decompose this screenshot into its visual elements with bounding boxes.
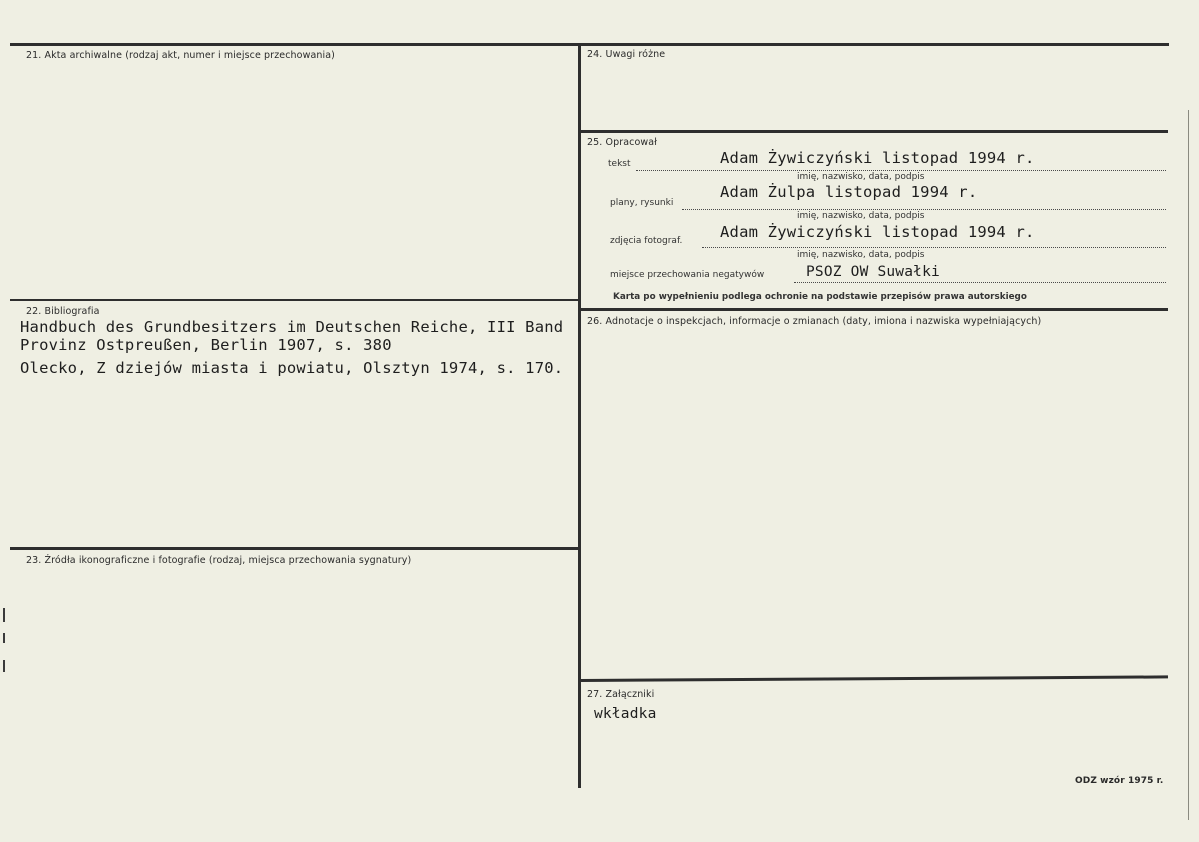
copyright-notice: Karta po wypełnieniu podlega ochronie na podstawie przepisów prawa autorskiego bbox=[613, 292, 1027, 302]
bibliography-entry-2: Provinz Ostpreußen, Berlin 1907, s. 380 bbox=[20, 336, 392, 354]
rule-before-22 bbox=[10, 299, 578, 301]
rule-before-27 bbox=[581, 675, 1168, 682]
row-tekst-value: Adam Żywiczyński listopad 1994 r. bbox=[720, 149, 1035, 167]
section-24-label: 24. Uwagi różne bbox=[587, 49, 666, 60]
row-zdjecia-hint: imię, nazwisko, data, podpis bbox=[797, 250, 925, 260]
row-tekst-hint: imię, nazwisko, data, podpis bbox=[797, 172, 925, 182]
row-plany-value: Adam Żulpa listopad 1994 r. bbox=[720, 183, 978, 201]
rule-before-25 bbox=[581, 130, 1168, 133]
section-25-label: 25. Opracował bbox=[587, 137, 657, 148]
section-23-label: 23. Źródła ikonograficzne i fotografie (rodzaj, miejsca przechowania sygnatury) bbox=[26, 555, 412, 566]
form-id: ODZ wzór 1975 r. bbox=[1075, 776, 1164, 786]
row-negatywy-value: PSOZ OW Suwałki bbox=[806, 264, 940, 280]
section-21-label: 21. Akta archiwalne (rodzaj akt, numer i miejsce przechowania) bbox=[26, 50, 335, 61]
row-plany-hint: imię, nazwisko, data, podpis bbox=[797, 211, 925, 221]
left-edge-mark bbox=[3, 633, 5, 643]
row-tekst-line bbox=[636, 170, 1166, 171]
attachments-value: wkładka bbox=[594, 706, 657, 722]
left-edge-mark bbox=[3, 608, 5, 622]
row-plany-line bbox=[682, 209, 1166, 210]
bibliography-entry-3: Olecko, Z dziejów miasta i powiatu, Olsztyn 1974, s. 170. bbox=[20, 359, 564, 377]
row-tekst-label: tekst bbox=[608, 159, 631, 169]
row-negatywy-line bbox=[794, 282, 1166, 283]
row-zdjecia-line bbox=[702, 247, 1166, 248]
row-zdjecia-value: Adam Żywiczyński listopad 1994 r. bbox=[720, 223, 1035, 241]
section-26-label: 26. Adnotacje o inspekcjach, informacje o zmianach (daty, imiona i nazwiska wypełniających) bbox=[587, 316, 1042, 327]
rule-before-26 bbox=[581, 308, 1168, 311]
row-plany-label: plany, rysunki bbox=[610, 198, 674, 208]
right-edge-line bbox=[1188, 110, 1189, 820]
rule-before-23 bbox=[10, 547, 578, 550]
section-27-label: 27. Załączniki bbox=[587, 689, 655, 700]
bibliography-entry-1: Handbuch des Grundbesitzers im Deutschen Reiche, III Band bbox=[20, 318, 564, 336]
top-rule bbox=[10, 43, 1169, 46]
row-negatywy-label: miejsce przechowania negatywów bbox=[610, 270, 765, 280]
section-22-label: 22. Bibliografia bbox=[26, 306, 100, 317]
left-edge-mark bbox=[3, 660, 5, 672]
row-zdjecia-label: zdjęcia fotograf. bbox=[610, 236, 683, 246]
column-divider bbox=[578, 46, 581, 788]
